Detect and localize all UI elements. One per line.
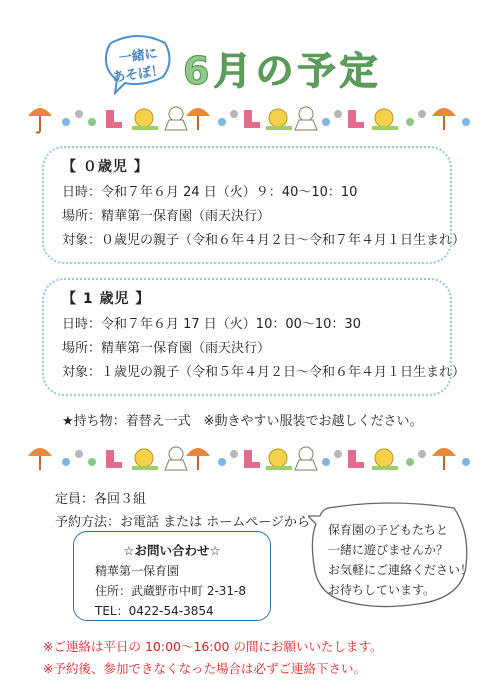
contact-heading: ☆お問い合わせ☆: [123, 543, 221, 558]
event-box-age1: [42, 278, 466, 396]
raindrop-icon: [75, 450, 83, 458]
rain-boot-icon: [244, 110, 260, 128]
rainy-season-decoration-top: [26, 100, 472, 136]
snail-icon: [266, 449, 292, 468]
event-target: 対象：０歳児の親子（令和６年４月２日〜令和７年４月１日生まれ）: [62, 233, 466, 248]
umbrella-icon: [28, 448, 52, 470]
raindrop-icon: [218, 458, 226, 466]
rain-boot-icon: [348, 450, 364, 468]
bubble-text-line2: あそぼ！: [111, 63, 166, 86]
page-title: 6月の予定: [183, 49, 382, 93]
speech-line: お気軽にご連絡ください！: [328, 563, 473, 577]
raindrop-icon: [406, 458, 414, 466]
event-place: 場所：精華第一保育園（雨天決行）: [62, 209, 271, 224]
snail-icon: [372, 109, 398, 128]
snail-icon: [132, 449, 158, 468]
umbrella-icon: [432, 108, 456, 130]
event-heading: 【 1 歳児 】: [62, 291, 151, 307]
contact-name: 精華第一保育園: [95, 564, 180, 578]
reservation-method: 予約方法：お電話 または ホームページから: [55, 515, 311, 530]
raindrop-icon: [230, 450, 238, 458]
raindrop-icon: [334, 450, 342, 458]
umbrella-icon: [432, 448, 456, 470]
snail-icon: [132, 109, 158, 128]
teru-teru-bozu-icon: [165, 447, 187, 470]
raindrop-icon: [75, 110, 83, 118]
raindrop-icon: [230, 110, 238, 118]
capacity-text: 定員：各回３組: [55, 492, 147, 507]
raindrop-icon: [218, 118, 226, 126]
rain-boot-icon: [106, 110, 122, 128]
teru-teru-bozu-icon: [295, 447, 317, 470]
rain-boot-icon: [244, 450, 260, 468]
event-box-age0: [42, 146, 466, 264]
raindrop-icon: [462, 118, 470, 126]
speech-line: 保育園の子どもたちと: [328, 523, 449, 537]
speech-text: [328, 520, 472, 600]
snail-icon: [266, 109, 292, 128]
umbrella-icon: [186, 108, 210, 130]
speech-bubble-message: [308, 502, 472, 614]
umbrella-icon: [28, 108, 52, 133]
contact-box: [73, 531, 271, 621]
rain-boot-icon: [106, 450, 122, 468]
speech-bubble-badge: [103, 33, 173, 95]
raindrop-icon: [322, 118, 330, 126]
speech-line: お待ちしています。: [328, 583, 436, 597]
raindrop-icon: [88, 118, 96, 126]
raindrop-icon: [322, 458, 330, 466]
teru-teru-bozu-icon: [295, 107, 317, 130]
items-to-bring: ★持ち物：着替え一式 ※動きやすい服装でお越しください。: [62, 414, 423, 429]
rainy-season-decoration-bottom: [26, 440, 472, 476]
event-place: 場所：精華第一保育園（雨天決行）: [62, 341, 271, 356]
raindrop-icon: [62, 458, 70, 466]
rain-boot-icon: [348, 110, 364, 128]
contact-address: 住所：武蔵野市中町 2-31-8: [95, 584, 247, 598]
raindrop-icon: [88, 458, 96, 466]
note-contact-hours: ※ご連絡は平日の 10:00〜16:00 の間にお願いいたします。: [43, 639, 383, 654]
bubble-text-line1: 一緒に: [117, 46, 159, 67]
raindrop-icon: [418, 450, 426, 458]
event-target: 対象：１歳児の親子（令和５年４月２日〜令和６年４月１日生まれ）: [62, 365, 466, 380]
snail-icon: [372, 449, 398, 468]
raindrop-icon: [418, 110, 426, 118]
raindrop-icon: [406, 118, 414, 126]
teru-teru-bozu-icon: [165, 107, 187, 130]
raindrop-icon: [62, 118, 70, 126]
event-datetime: 日時：令和７年６月 17 日（火）10：00〜10：30: [62, 317, 361, 332]
contact-tel: TEL：0422-54-3854: [95, 604, 214, 618]
event-heading: 【 ０歳児 】: [62, 159, 149, 175]
raindrop-icon: [334, 110, 342, 118]
speech-line: 一緒に遊びませんか？: [328, 543, 449, 557]
umbrella-icon: [186, 448, 210, 470]
raindrop-icon: [462, 458, 470, 466]
event-datetime: 日時：令和７年６月 24 日（火）９：40〜10：10: [62, 185, 358, 200]
note-cancellation: ※予約後、参加できなくなった場合は必ずご連絡下さい。: [43, 661, 366, 676]
